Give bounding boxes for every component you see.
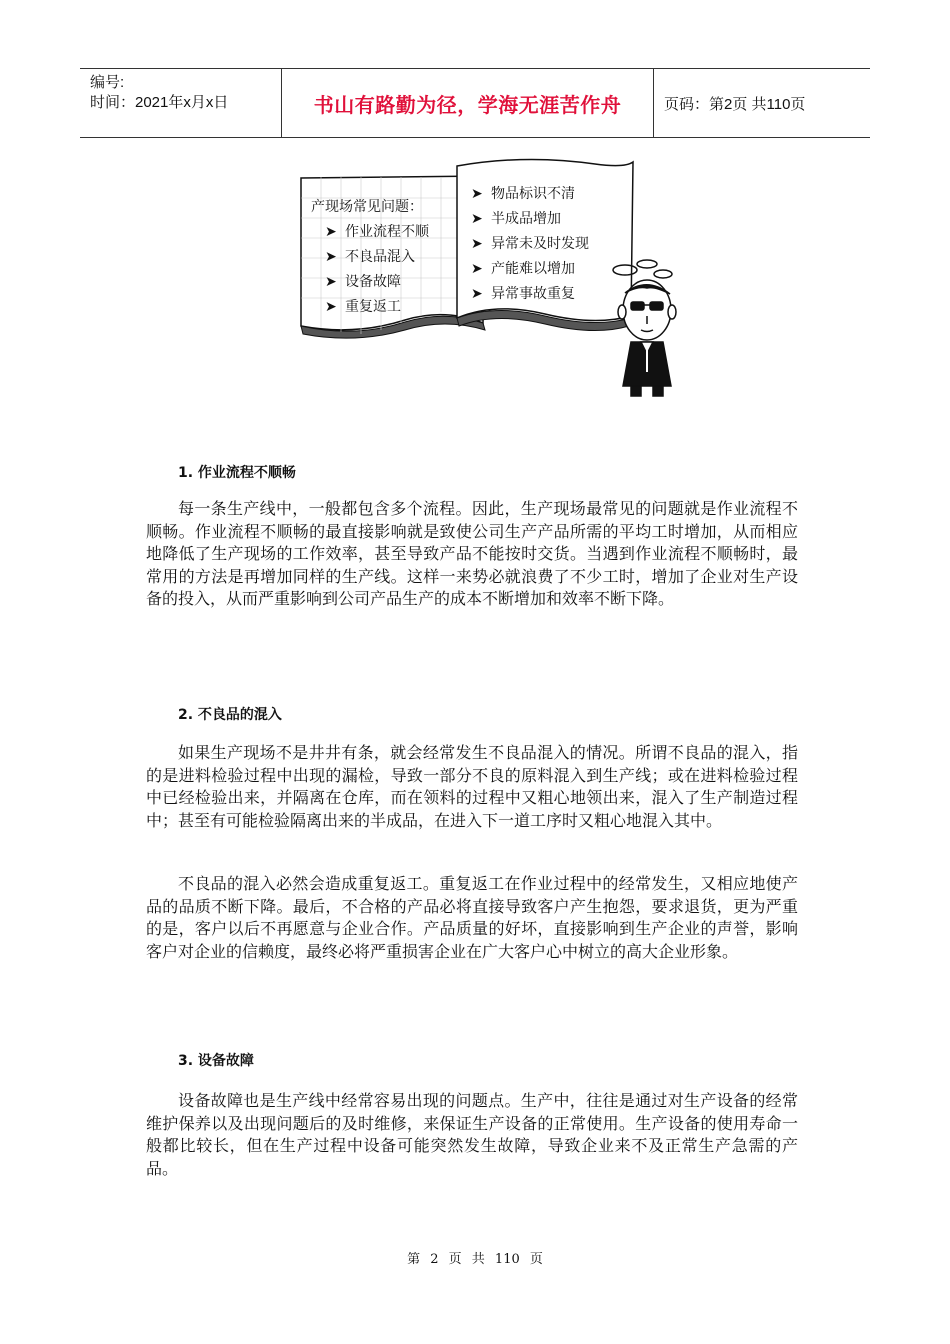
right-item: 物品标识不清 xyxy=(491,186,575,202)
left-bullet-icon: ➤ xyxy=(325,299,337,315)
section-heading: 2. 不良品的混入 xyxy=(178,707,282,723)
section-heading: 1. 作业流程不顺畅 xyxy=(178,465,296,481)
left-title: 产现场常见问题： xyxy=(311,199,423,215)
left-item: 作业流程不顺 xyxy=(345,224,429,240)
left-item: 设备故障 xyxy=(345,274,401,290)
right-item: 异常事故重复 xyxy=(491,286,575,302)
header-meta-cell xyxy=(80,69,282,137)
left-item: 重复返工 xyxy=(345,299,401,315)
motto-text: 书山有路勤为径，学海无涯苦作舟 xyxy=(313,92,622,117)
right-item: 异常未及时发现 xyxy=(491,236,589,252)
header-motto-cell xyxy=(282,69,654,137)
time-label: 时间：2021年x月x日 xyxy=(90,94,229,111)
page-info: 页码：第2页 共110页 xyxy=(664,95,806,113)
section-paragraph: 每一条生产线中，一般都包含多个流程。因此，生产现场最常见的问题就是作业流程不顺畅。作业流程不顺畅的最直接影响就是致使公司生产产品所需的平均工时增加，从而相应地降低了生产现场的工作效率，甚至导致产品不能按时交货。当遇到作业流程不顺畅时，最常用的方法是再增加同样的生产线。这样一来势必就浪费了不少工时，增加了企业对生产设备的投入，从而严重影响到公司产品生产的成本不断增加和效率不断下降。 xyxy=(146,499,798,608)
problem-list-illustration xyxy=(295,158,695,398)
right-bullet-icon: ➤ xyxy=(471,236,483,252)
right-bullet-icon: ➤ xyxy=(471,261,483,277)
right-item: 半成品增加 xyxy=(491,211,561,227)
right-bullet-icon: ➤ xyxy=(471,211,483,227)
page-footer: 第 2 页 共 110 页 xyxy=(407,1252,543,1267)
right-bullet-icon: ➤ xyxy=(471,186,483,202)
left-bullet-icon: ➤ xyxy=(325,249,337,265)
left-bullet-icon: ➤ xyxy=(325,274,337,290)
right-bullet-icon: ➤ xyxy=(471,286,483,302)
section-paragraph: 如果生产现场不是井井有条，就会经常发生不良品混入的情况。所谓不良品的混入，指的是进料检验过程中出现的漏检，导致一部分不良的原料混入到生产线；或在进料检验过程中已经检验出来，并隔离在仓库，而在领料的过程中又粗心地领出来，混入了生产制造过程中；甚至有可能检验隔离出来的半成品，在进入下一道工序时又粗心地混入其中。 xyxy=(146,743,798,830)
section-paragraph: 设备故障也是生产线中经常容易出现的问题点。生产中，往往是通过对生产设备的经常维护保养以及出现问题后的及时维修，来保证生产设备的正常使用。生产设备的使用寿命一般都比较长，但在生产过程中设备可能突然发生故障，导致企业来不及正常生产急需的产品。 xyxy=(146,1091,798,1178)
section-paragraph: 不良品的混入必然会造成重复返工。重复返工在作业过程中的经常发生，又相应地使产品的品质不断下降。最后，不合格的产品必将直接导致客户产生抱怨，要求退货，更为严重的是，客户以后不再愿意与企业合作。产品质量的好坏，直接影响到生产企业的声誉，影响客户对企业的信赖度，最终必将严重损害企业在广大客户心中树立的高大企业形象。 xyxy=(146,874,798,961)
left-item: 不良品混入 xyxy=(345,249,415,265)
document-header xyxy=(80,68,870,138)
section-heading: 3. 设备故障 xyxy=(178,1053,254,1069)
header-page-cell xyxy=(654,69,870,137)
code-label: 编号: xyxy=(90,74,125,91)
right-item: 产能难以增加 xyxy=(491,261,575,277)
left-bullet-icon: ➤ xyxy=(325,224,337,240)
